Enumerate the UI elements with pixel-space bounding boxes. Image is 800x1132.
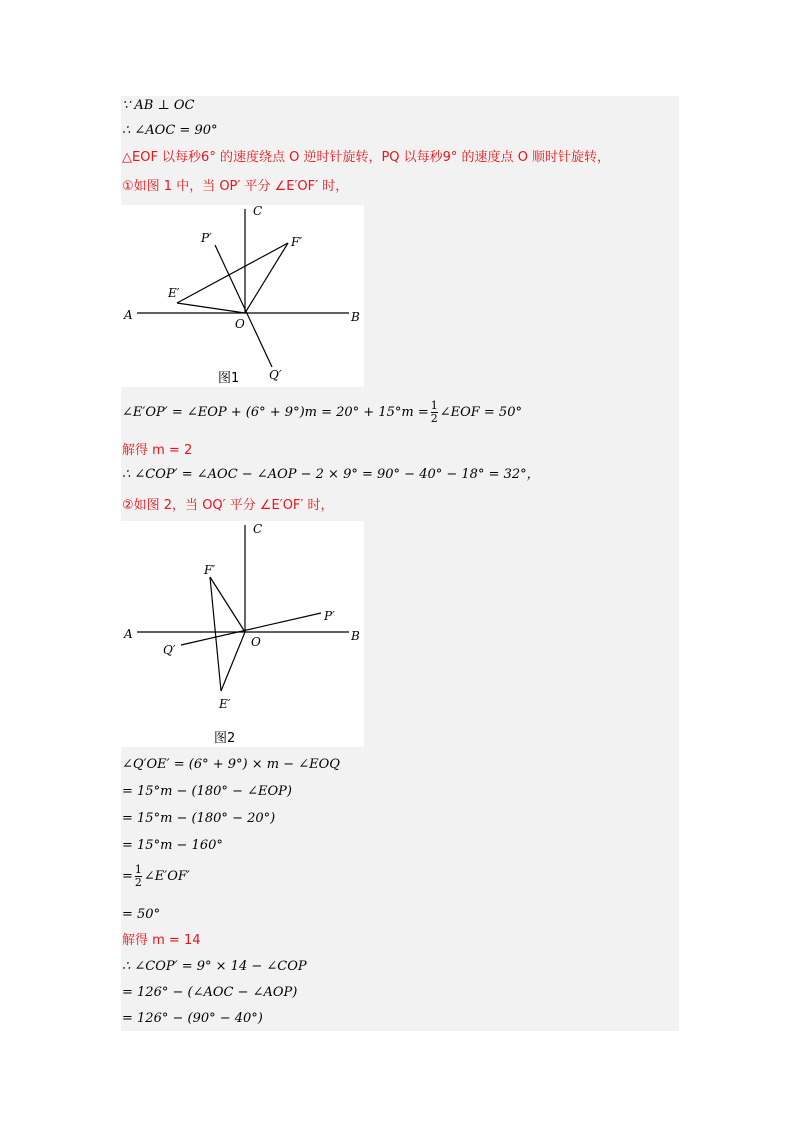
line-angle-cop-2-a: ∴ ∠COP′ = 9° × 14 − ∠COP [122, 959, 307, 974]
eq5-denominator: 2 [134, 876, 142, 889]
fig1-label-b: B [351, 310, 360, 324]
line-case-2-eq-2: = 15°m − (180° − ∠EOP) [122, 784, 292, 799]
line-solve-m-2: 解得 m = 2 [122, 443, 193, 458]
fig2-label-b: B [351, 629, 360, 643]
fig2-label-q: Q′ [163, 643, 176, 657]
line-angle-cop-32: ∴ ∠COP′ = ∠AOC − ∠AOP − 2 × 9° = 90° − 40° − 18° = 32°， [122, 467, 540, 482]
line-case-1-heading: ①如图 1 中，当 OP′ 平分 ∠E′OF′ 时， [122, 179, 349, 194]
fig2-label-f: F′ [204, 563, 216, 577]
fig1-label-o: O [235, 317, 245, 331]
line-angle-cop-2-b: = 126° − (∠AOC − ∠AOP) [122, 985, 298, 1000]
line-case-2-eq-4: = 15°m − 160° [122, 838, 223, 853]
eq5-numerator: 1 [134, 863, 142, 876]
fig1-label-p: P′ [201, 231, 212, 245]
figure-1-caption: 图1 [218, 371, 240, 386]
eq1-denominator: 2 [430, 412, 438, 425]
eq1-left: ∠E′OP′ = ∠EOP + (6° + 9°)m = 20° + 15°m = [122, 405, 429, 420]
fig1-label-e: E′ [168, 286, 180, 300]
eq5-right: ∠E′OF′ [143, 869, 190, 884]
line-case-2-eq-6: = 50° [122, 907, 161, 922]
fig1-label-q: Q′ [269, 368, 282, 382]
figure-1 [121, 205, 364, 387]
fig2-label-a: A [124, 627, 133, 641]
fig1-label-a: A [124, 308, 133, 322]
figure-1-diagram [121, 205, 364, 387]
line-case-2-eq-3: = 15°m − (180° − 20°) [122, 811, 276, 826]
figure-2-diagram [121, 521, 364, 747]
line-case-2-heading: ②如图 2，当 OQ′ 平分 ∠E′OF′ 时， [122, 498, 334, 513]
fig2-label-p: P′ [324, 609, 335, 623]
eq1-fraction [431, 400, 438, 425]
eq1-numerator: 1 [430, 399, 438, 412]
line-angle-aoc: ∴ ∠AOC = 90° [122, 123, 218, 138]
line-rotation-statement: △EOF 以每秒6° 的速度绕点 O 逆时针旋转，PQ 以每秒9° 的速度点 O 顺时针旋转， [122, 150, 611, 165]
line-angle-cop-2-c: = 126° − (90° − 40°) [122, 1011, 263, 1026]
fig2-label-o: O [251, 635, 261, 649]
eq5-fraction [135, 864, 142, 889]
fig2-label-c: C [253, 522, 263, 536]
line-case-2-eq-5 [122, 864, 190, 889]
fig1-label-c: C [253, 205, 263, 218]
line-case-2-eq-1: ∠Q′OE′ = (6° + 9°) × m − ∠EOQ [122, 757, 340, 772]
eq1-right: ∠EOF = 50° [439, 405, 522, 420]
fig1-label-f: F′ [291, 235, 303, 249]
figure-2-caption: 图2 [214, 731, 236, 746]
line-case-1-equation [122, 400, 522, 425]
line-solve-m-14: 解得 m = 14 [122, 933, 201, 948]
line-perpendicular: ∵ AB ⊥ OC [122, 98, 195, 113]
eq5-equals: = [122, 869, 133, 884]
figure-2 [121, 521, 364, 747]
fig2-label-e: E′ [219, 697, 231, 711]
